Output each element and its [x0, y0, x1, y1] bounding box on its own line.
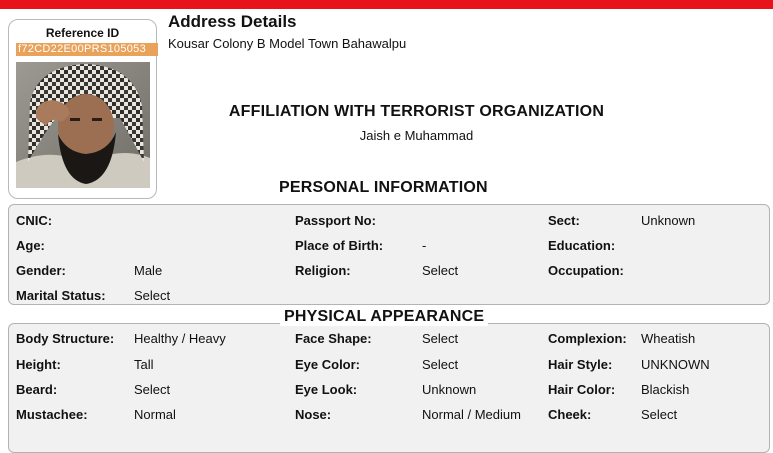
affiliation-title: AFFILIATION WITH TERRORIST ORGANIZATION: [228, 103, 605, 120]
reference-id-label: Reference ID: [45, 26, 120, 40]
affiliation-organization: Jaish e Muhammad: [359, 128, 474, 143]
cnic-label: CNIC:: [16, 213, 53, 228]
physical-appearance-panel: [8, 323, 770, 453]
nose-value: Normal / Medium: [422, 407, 521, 422]
beard-label: Beard:: [16, 382, 58, 397]
nose-label: Nose:: [295, 407, 332, 422]
address-details-text: Kousar Colony B Model Town Bahawalpu: [168, 36, 407, 51]
complexion-value: Wheatish: [641, 331, 696, 346]
person-photo-image: [16, 62, 150, 188]
mustache-value: Normal: [134, 407, 176, 422]
eye-color-value: Select: [422, 357, 459, 372]
reference-id-value: f72CD22E00PRS105053: [16, 43, 158, 56]
height-value: Tall: [134, 357, 154, 372]
face-shape-value: Select: [422, 331, 459, 346]
cheek-label: Cheek:: [548, 407, 592, 422]
hair-color-value: Blackish: [641, 382, 690, 397]
marital-status-label: Marital Status:: [16, 288, 106, 303]
occupation-label: Occupation:: [548, 263, 624, 278]
birthplace-label: Place of Birth:: [295, 238, 384, 253]
religion-label: Religion:: [295, 263, 351, 278]
personal-information-title: PERSONAL INFORMATION: [275, 179, 492, 197]
height-label: Height:: [16, 357, 61, 372]
gender-value: Male: [134, 263, 163, 278]
address-details-title: Address Details: [168, 12, 297, 31]
mustache-label: Mustachee:: [16, 407, 88, 422]
hair-style-label: Hair Style:: [548, 357, 613, 372]
hair-color-label: Hair Color:: [548, 382, 616, 397]
religion-value: Select: [422, 263, 459, 278]
body-structure-value: Healthy / Heavy: [134, 331, 226, 346]
top-red-bar: [0, 0, 773, 9]
person-photo: [16, 62, 150, 188]
marital-status-value: Select: [134, 288, 171, 303]
age-label: Age:: [16, 238, 45, 253]
hair-style-value: UNKNOWN: [641, 357, 710, 372]
cheek-value: Select: [641, 407, 678, 422]
birthplace-value: -: [422, 238, 427, 253]
gender-label: Gender:: [16, 263, 66, 278]
education-label: Education:: [548, 238, 616, 253]
beard-value: Select: [134, 382, 171, 397]
face-shape-label: Face Shape:: [295, 331, 372, 346]
eye-color-label: Eye Color:: [295, 357, 361, 372]
personal-information-panel: [8, 204, 770, 305]
complexion-label: Complexion:: [548, 331, 627, 346]
sect-label: Sect:: [548, 213, 580, 228]
eye-look-value: Unknown: [422, 382, 477, 397]
passport-label: Passport No:: [295, 213, 376, 228]
sect-value: Unknown: [641, 213, 696, 228]
body-structure-label: Body Structure:: [16, 331, 115, 346]
physical-appearance-title: PHYSICAL APPEARANCE: [280, 308, 488, 326]
eye-look-label: Eye Look:: [295, 382, 358, 397]
